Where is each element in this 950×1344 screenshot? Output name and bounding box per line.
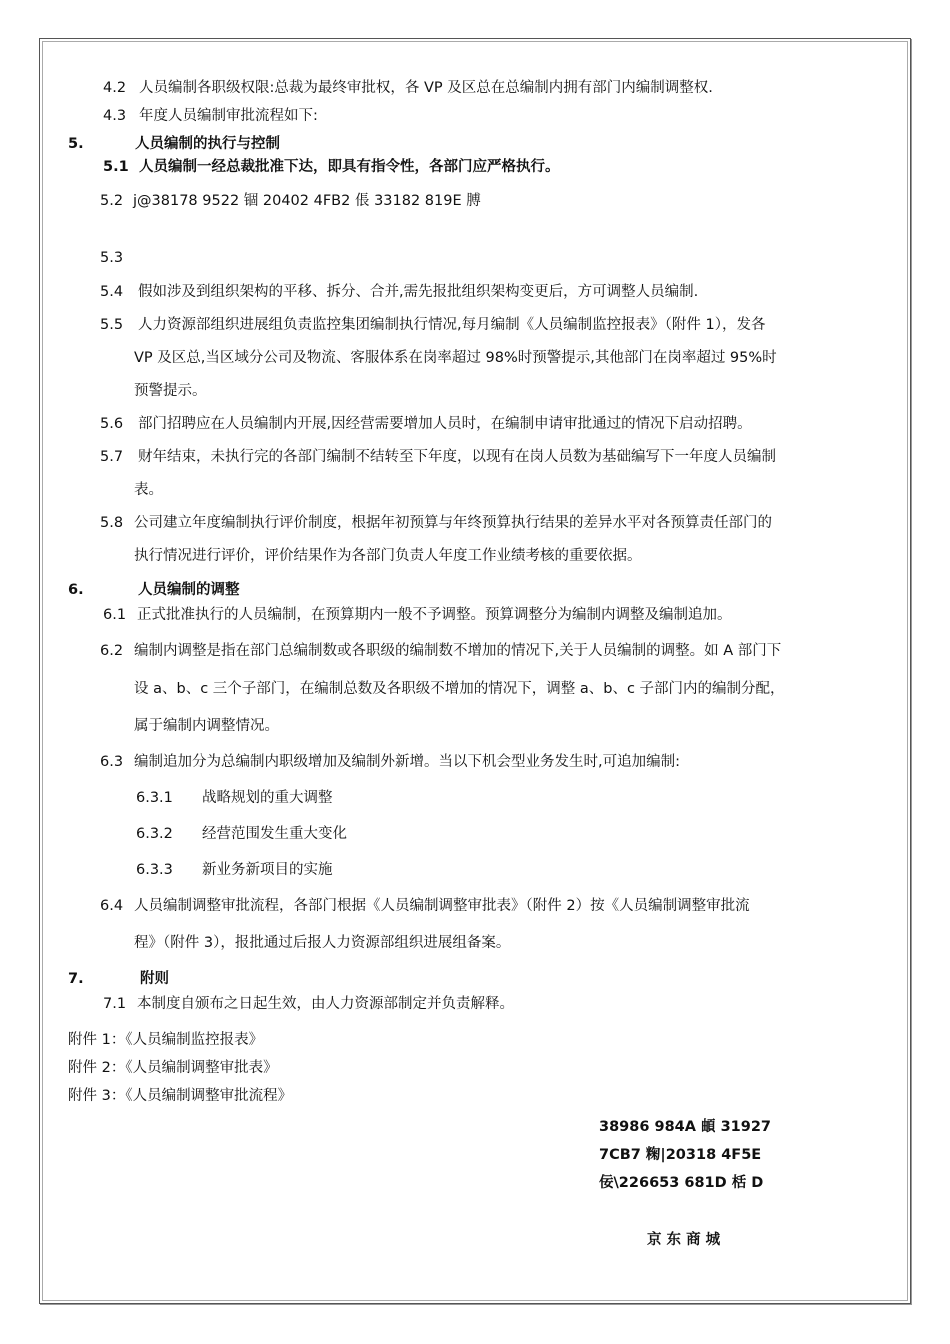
clause-6-3: 6.3 编制追加分为总编制内职级增加及编制外新增。当以下机会型业务发生时,可追加编制: xyxy=(100,754,680,770)
clause-7-1: 7.1 本制度自颁布之日起生效，由人力资源部制定并负责解释。 xyxy=(103,996,514,1012)
clause-6-4-cont: 程》（附件 3），报批通过后报人力资源部组织进展组备案。 xyxy=(134,935,511,951)
company-name: 京 东 商 城 xyxy=(647,1232,721,1248)
clause-5-8: 5.8 公司建立年度编制执行评价制度，根据年初预算与年终预算执行结果的差异水平对各预算责任部门的 xyxy=(100,515,772,531)
signature-line-1: 38986 984A 頔 31927 xyxy=(599,1119,772,1135)
attachment-3: 附件 3：《人员编制调整审批流程》 xyxy=(68,1088,293,1104)
section-7-heading: 7. 附则 xyxy=(68,971,169,987)
signature-line-3: 佞\226653 681D 栝 D xyxy=(599,1175,764,1191)
attachment-1: 附件 1：《人员编制监控报表》 xyxy=(68,1032,264,1048)
clause-6-3-2: 6.3.2 经营范围发生重大变化 xyxy=(136,826,347,842)
section-5-heading: 5. 人员编制的执行与控制 xyxy=(68,136,280,152)
section-6-heading: 6. 人员编制的调整 xyxy=(68,582,240,598)
clause-6-2: 6.2 编制内调整是指在部门总编制数或各职级的编制数不增加的情况下,关于人员编制的调整。如 A 部门下 xyxy=(100,643,782,659)
clause-6-2-cont-2: 属于编制内调整情况。 xyxy=(134,718,279,734)
clause-6-3-3: 6.3.3 新业务新项目的实施 xyxy=(136,862,333,878)
page-inner-border xyxy=(42,41,908,1301)
clause-5-1: 5.1 人员编制一经总裁批准下达，即具有指令性，各部门应严格执行。 xyxy=(103,159,560,175)
clause-5-7-cont: 表。 xyxy=(134,482,163,498)
clause-5-2: 5.2 j@38178 9522 锢 20402 4FB2 倀 33182 819E 膊 xyxy=(100,193,481,209)
clause-6-3-1: 6.3.1 战略规划的重大调整 xyxy=(136,790,333,806)
clause-5-5-cont-2: 预警提示。 xyxy=(134,383,207,399)
clause-5-8-cont: 执行情况进行评价，评价结果作为各部门负责人年度工作业绩考核的重要依据。 xyxy=(134,548,642,564)
clause-6-1: 6.1 正式批准执行的人员编制，在预算期内一般不予调整。预算调整分为编制内调整及编制追加。 xyxy=(103,607,732,623)
signature-line-2: 7CB7 粷|20318 4F5E xyxy=(599,1147,762,1163)
clause-4-3: 4.3 年度人员编制审批流程如下: xyxy=(103,108,318,124)
clause-5-3: 5.3 xyxy=(100,250,124,266)
clause-5-7: 5.7 财年结束，未执行完的各部门编制不结转至下年度，以现有在岗人员数为基础编写下一年度人员编制 xyxy=(100,449,776,465)
clause-4-2: 4.2 人员编制各职级权限:总裁为最终审批权，各 VP 及区总在总编制内拥有部门内编制调整权. xyxy=(103,80,713,96)
clause-5-6: 5.6 部门招聘应在人员编制内开展,因经营需要增加人员时，在编制申请审批通过的情况下启动招聘。 xyxy=(100,416,752,432)
clause-6-2-cont-1: 设 a、b、c 三个子部门，在编制总数及各职级不增加的情况下，调整 a、b、c 子部门内的编制分配， xyxy=(134,681,785,697)
clause-5-5-cont-1: VP 及区总,当区域分公司及物流、客服体系在岗率超过 98%时预警提示,其他部门在岗率超过 95%时 xyxy=(134,350,777,366)
clause-5-5: 5.5 人力资源部组织进展组负责监控集团编制执行情况,每月编制《人员编制监控报表》（附件 1），发各 xyxy=(100,317,766,333)
clause-5-4: 5.4 假如涉及到组织架构的平移、拆分、合并,需先报批组织架构变更后，方可调整人员编制. xyxy=(100,284,699,300)
attachment-2: 附件 2：《人员编制调整审批表》 xyxy=(68,1060,278,1076)
clause-6-4: 6.4 人员编制调整审批流程，各部门根据《人员编制调整审批表》（附件 2）按《人员编制调整审批流 xyxy=(100,898,750,914)
